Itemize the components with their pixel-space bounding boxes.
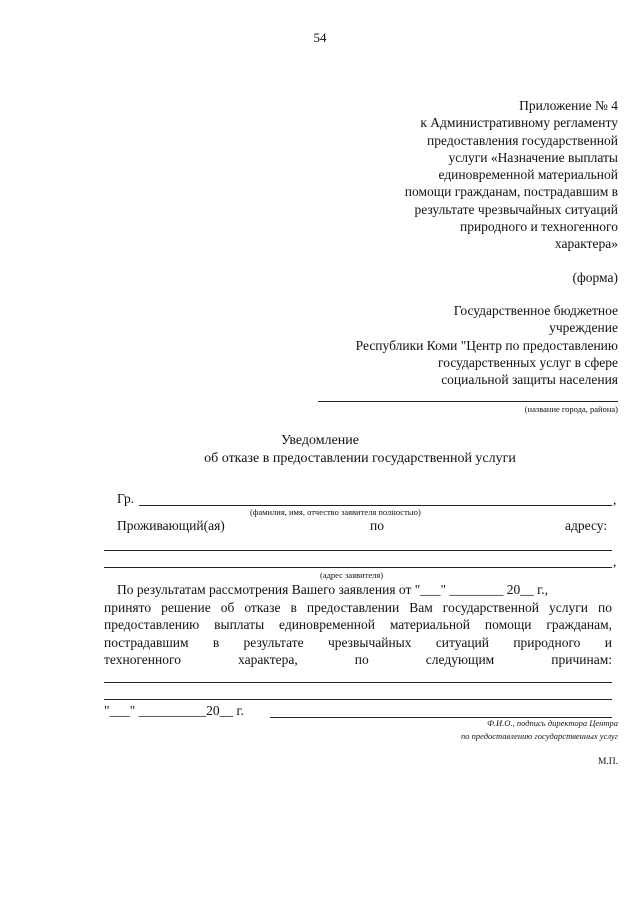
appendix-line: единовременной материальной — [438, 167, 618, 183]
decision-line: принято решение об отказе в предоставлении Вам государственной услуги по — [104, 600, 612, 615]
appendix-block — [405, 97, 618, 253]
decision-line: предоставлению выплаты единовременной материальной помощи гражданам, — [104, 617, 612, 632]
signature-date: "___" __________20__ г. — [104, 703, 244, 718]
address-line — [104, 567, 612, 568]
reason-line — [104, 699, 612, 700]
appendix-line: помощи гражданам, пострадавшим в — [404, 184, 618, 200]
institution-line: государственных услуг в сфере — [438, 354, 618, 370]
appendix-line: к Административному регламенту — [420, 115, 618, 131]
name-line — [139, 505, 612, 506]
form-label: (форма) — [572, 270, 618, 285]
page-number: 54 — [313, 30, 327, 45]
city-caption: (название города, района) — [524, 404, 618, 414]
city-line — [318, 401, 618, 402]
decision-line: техногенного характера, по следующим причинам: — [104, 652, 612, 667]
notice-subtitle: об отказе в предоставлении государственной услуги — [204, 451, 516, 466]
address-word: адресу: — [565, 518, 608, 533]
institution-line: учреждение — [549, 320, 618, 336]
citizen-prefix: Гр. — [117, 491, 135, 506]
address-caption: (адрес заявителя) — [320, 570, 384, 580]
at-word: по — [370, 518, 384, 533]
address-line — [104, 550, 612, 551]
institution-line: социальной защиты населения — [441, 372, 618, 388]
reason-line — [104, 682, 612, 683]
appendix-line: услуги «Назначение выплаты — [448, 149, 618, 165]
decision-line: По результатам рассмотрения Вашего заявления от "___" ________ 20__ г., — [117, 582, 548, 597]
institution-line: Государственное бюджетное — [453, 303, 618, 318]
signature-caption: Ф.И.О., подпись директора Центра — [487, 718, 618, 728]
appendix-line: предоставления государственной — [427, 132, 618, 148]
appendix-line: Приложение № 4 — [519, 98, 618, 113]
institution-block — [356, 302, 618, 388]
signature-caption: по предоставлению государственных услуг — [461, 731, 618, 741]
appendix-line: характера» — [554, 236, 618, 252]
appendix-line: результате чрезвычайных ситуаций — [414, 201, 618, 217]
notice-title: Уведомление — [280, 433, 359, 448]
stamp-label: М.П. — [597, 757, 618, 767]
residing-word: Проживающий(ая) — [117, 518, 225, 533]
decision-line: пострадавшим в результате чрезвычайных ситуаций природного и — [104, 635, 612, 650]
name-caption: (фамилия, имя, отчество заявителя полностью) — [250, 507, 421, 517]
institution-line: Республики Коми "Центр по предоставлению — [355, 337, 618, 353]
appendix-line: природного и техногенного — [459, 219, 618, 235]
